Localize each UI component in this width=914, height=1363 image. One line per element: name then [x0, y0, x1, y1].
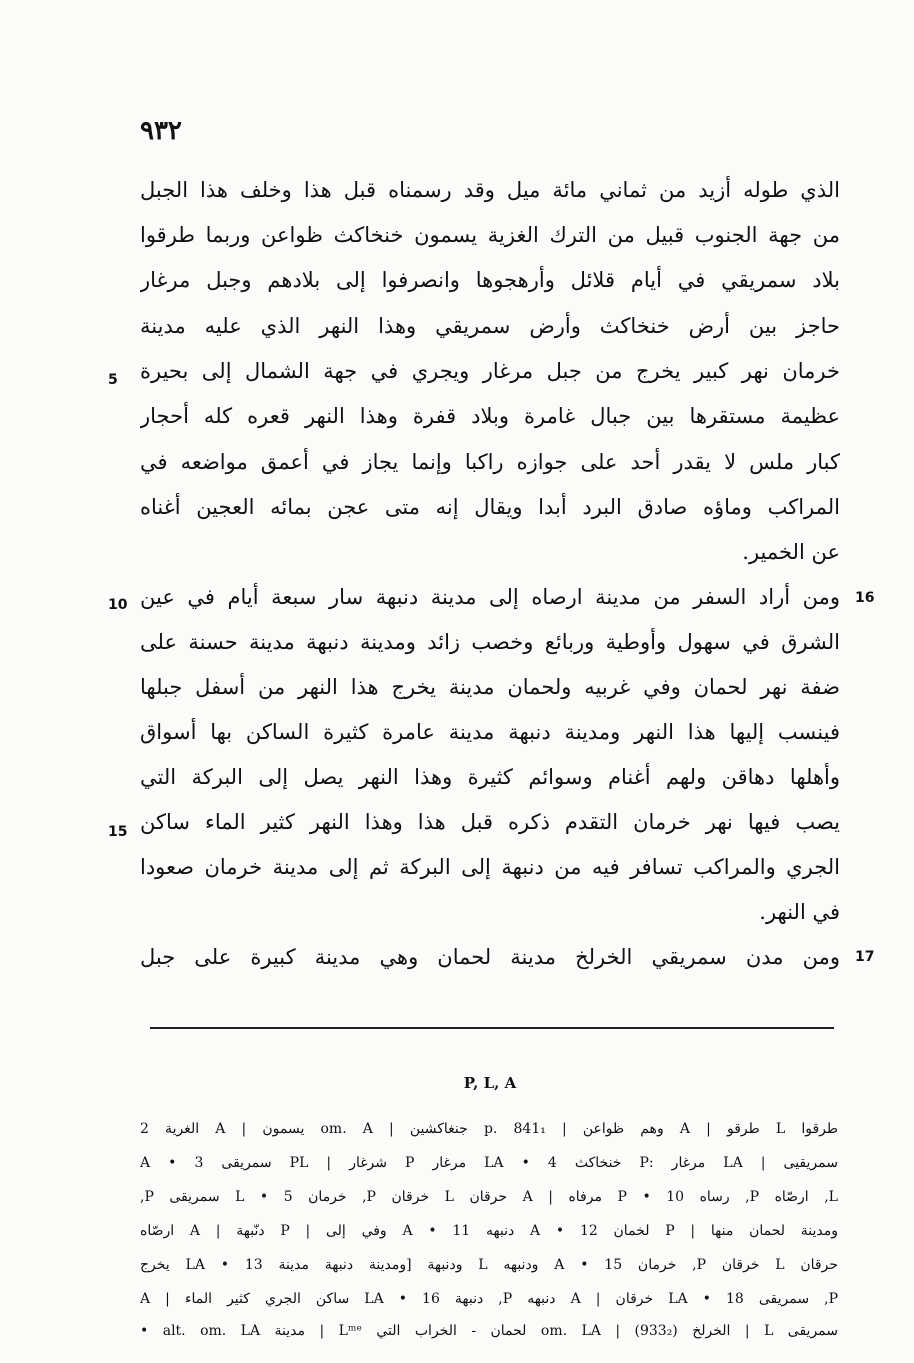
apparatus-line: طرقوا L طرقو | A وهم ظواعن | p. 841₁ جنغاكشين | om. A يسمون | A الغرية 2	[140, 1121, 838, 1137]
text-line: في النهر.	[759, 900, 840, 924]
text-line: عظيمة مستقرها بين جبال غامرة وبلاد قفرة وهذا النهر قعره كله أحجار	[140, 404, 840, 428]
text-line: الجري والمراكب تسافر فيه من دنبهة إلى البركة ثم إلى مدينة خرمان صعودا	[140, 855, 840, 879]
line-number-marker: 5	[108, 372, 118, 388]
text-line: خرمان نهر كبير يخرج من جبل مرغار ويجري في جهة الشمال إلى بحيرة	[140, 359, 840, 383]
text-line: المراكب وماؤه صادق البرد أبدا ويقال إنه متى عجن بمائه العجين أغناه	[140, 495, 840, 519]
text-line: ومن أراد السفر من مدينة ارصاه إلى مدينة دنبهة سار سبعة أيام في عين	[140, 585, 840, 609]
text-line: الذي طوله أزيد من ثماني مائة ميل وقد رسمناه قبل هذا وخلف هذا الجبل	[140, 178, 840, 202]
text-line: من جهة الجنوب قبيل من الترك الغزية يسمون خنخاكث ظواعن وربما طرقوا	[140, 223, 840, 247]
text-line: فينسب إليها هذا النهر ومدينة دنبهة مدينة عامرة كثيرة الساكن بها أسواق	[140, 720, 840, 744]
line-number-marker: 15	[108, 824, 128, 840]
apparatus-line: P, سمريقى 18 • LA خرقان | A دنبهه P, دنبهة 16 • LA ساكن الجري كثير الماء | A	[140, 1291, 838, 1307]
line-number-marker: 10	[108, 597, 128, 613]
apparatus-line: سمريقيى | LA مرغار :P خنخاكث 4 • LA مرغار P شرغار | PL سمريقى 3 • A	[140, 1155, 838, 1171]
text-line: بلاد سمريقي في أيام قلائل وأرهجوها وانصرفوا إلى بلادهم وجبل مرغار	[140, 268, 840, 292]
text-line: حاجز بين أرض خنخاكث وأرض سمريقي وهذا النهر الذي عليه مدينة	[140, 314, 840, 338]
text-line: عن الخمير.	[742, 540, 840, 564]
apparatus-line: L, ارصّاه P, رساه 10 • P مرفاه | A حرقان L خرقان P, خرمان 5 • L سمريقى P,	[140, 1189, 838, 1205]
apparatus-line: ومدينة لحمان منها | P لخمان 12 • A دنبهه 11 • A وفي إلى | P دنّبهة | A ارصّاه	[140, 1223, 838, 1239]
text-line: الشرق في سهول وأوطية وربائع وخصب زائد ومدينة دنبهة مدينة حسنة على	[140, 630, 840, 654]
text-line: يصب فيها نهر خرمان التقدم ذكره قبل هذا وهذا النهر كثير الماء ساكن	[140, 810, 840, 834]
page-number: ٩٣٢	[140, 116, 182, 146]
paragraph-number: 17	[855, 949, 875, 965]
apparatus-line: سمريقى L | الخرلخ om. LA | (933₂) لحمان - الخراب التي Lᵐᵉ | مدينة alt. om. LA •	[140, 1323, 838, 1339]
manuscript-sigla: P, L, A	[463, 1074, 517, 1092]
text-line: ومن مدن سمريقي الخرلخ مدينة لحمان وهي مدينة كبيرة على جبل	[140, 945, 840, 969]
text-line: كبار ملس لا يقدر أحد على جوازه راكبا وإنما يجاز في أعمق مواضعه في	[140, 450, 840, 474]
footnote-divider	[150, 1027, 834, 1029]
apparatus-line: حرقان L خرقان P, خرمان 15 • A ودنبهه L ودنبهة [ومدينة دنبهة مدينة 13 • LA يخرج	[140, 1257, 838, 1273]
text-line: ضفة نهر لحمان وفي غربيه ولحمان مدينة يخرج هذا النهر من أسفل جبلها	[140, 675, 840, 699]
text-line: وأهلها دهاقن ولهم أغنام وسوائم كثيرة وهذا النهر يصل إلى البركة التي	[140, 765, 840, 789]
paragraph-number: 16	[855, 590, 875, 606]
